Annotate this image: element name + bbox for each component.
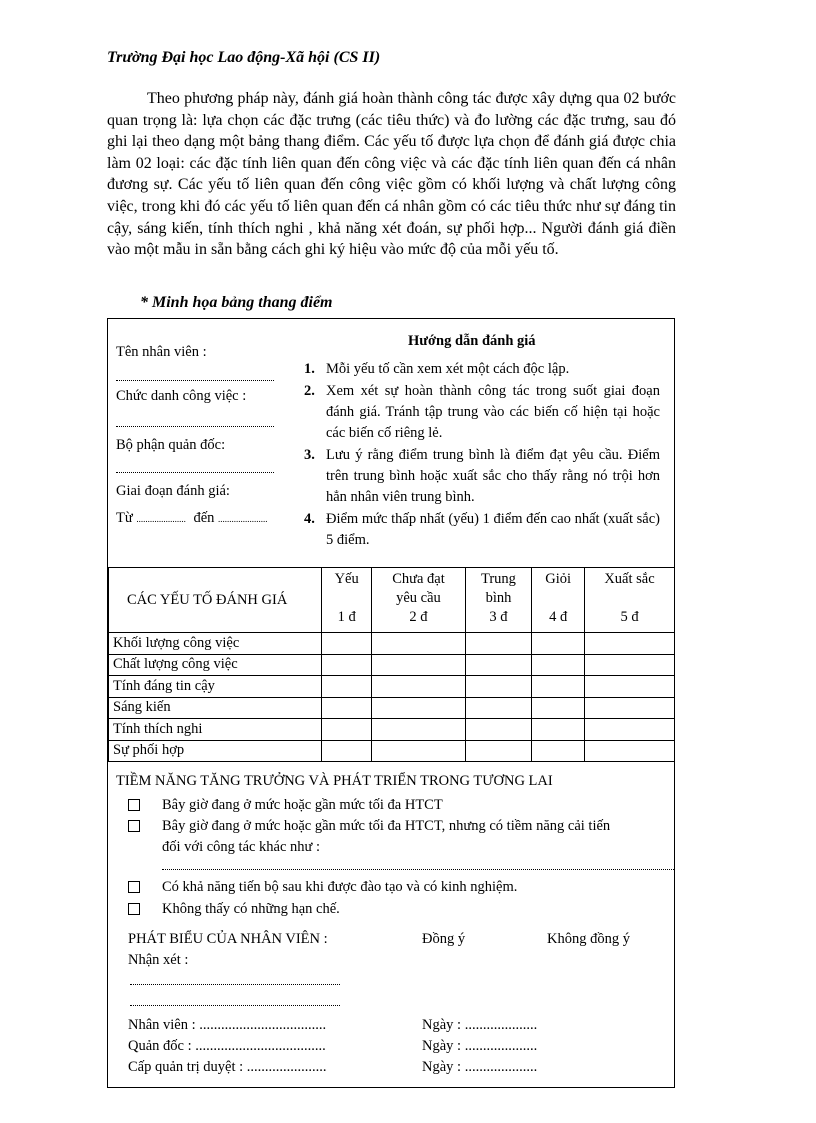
future-title: TIỀM NĂNG TĂNG TRƯỞNG VÀ PHÁT TRIỂN TRONG TƯƠNG LAI <box>116 773 553 789</box>
approver-sign: Cấp quản trị duyệt : ...................... <box>128 1059 327 1075</box>
criteria-label: Khối lượng công việc <box>109 633 322 655</box>
criteria-label: Chất lượng công việc <box>109 654 322 676</box>
criteria-row <box>109 654 675 676</box>
employee-info-section <box>108 319 674 567</box>
future-option <box>128 816 648 837</box>
criteria-row <box>109 719 675 741</box>
level-header: Yếu 1 đ <box>322 568 372 633</box>
disagree-option[interactable]: Không đồng ý <box>547 931 630 947</box>
guide-title: Hướng dẫn đánh giá <box>408 333 536 349</box>
score-cell[interactable] <box>322 740 372 762</box>
level-header: Xuất sắc 5 đ <box>585 568 675 633</box>
criteria-table <box>108 567 675 762</box>
future-option <box>128 877 648 898</box>
score-cell[interactable] <box>585 719 675 741</box>
option-label: đối với công tác khác như : <box>162 839 321 855</box>
score-cell[interactable] <box>532 676 585 698</box>
score-cell[interactable] <box>532 719 585 741</box>
score-cell[interactable] <box>585 676 675 698</box>
score-cell[interactable] <box>322 633 372 655</box>
employee-name-label: Tên nhân viên : <box>116 344 207 360</box>
checkbox[interactable] <box>128 799 140 811</box>
criteria-row <box>109 740 675 762</box>
comment-line[interactable] <box>130 984 340 985</box>
checkbox[interactable] <box>128 903 140 915</box>
to-field[interactable]: ...................... <box>218 514 268 524</box>
criteria-header-row <box>109 568 675 633</box>
manager-sign-field[interactable]: .................................... <box>195 1038 326 1054</box>
criteria-row <box>109 697 675 719</box>
guide-item: 3. Lưu ý rằng điểm trung bình là điểm đạt yêu cầu. Điểm trên trung bình hoặc xuất sắc cho thấy rằng nó trội hơn hẳn nhân viên trung bình. <box>304 447 660 505</box>
comment-label: Nhận xét : <box>128 952 189 968</box>
criteria-row <box>109 676 675 698</box>
checkbox[interactable] <box>128 820 140 832</box>
period-range <box>116 510 268 527</box>
level-header: Giỏi 4 đ <box>532 568 585 633</box>
from-label: Từ <box>116 510 133 526</box>
guide-item: 4. Điểm mức thấp nhất (yếu) 1 điểm đến cao nhất (xuất sắc) 5 điểm. <box>304 511 660 548</box>
score-cell[interactable] <box>532 633 585 655</box>
job-title-label: Chức danh công việc : <box>116 388 247 404</box>
statement-title: PHÁT BIỂU CỦA NHÂN VIÊN : <box>128 931 328 947</box>
option-label: Có khả năng tiến bộ sau khi được đào tạo và có kinh nghiệm. <box>162 879 518 895</box>
approver-sign-field[interactable]: ...................... <box>246 1059 327 1075</box>
from-field[interactable]: ...................... <box>136 514 186 524</box>
school-header: Trường Đại học Lao động-Xã hội (CS II) <box>107 49 381 66</box>
guide-list <box>304 359 660 552</box>
score-cell[interactable] <box>372 719 465 741</box>
job-title-field[interactable] <box>116 426 274 427</box>
score-cell[interactable] <box>465 654 532 676</box>
score-cell[interactable] <box>372 740 465 762</box>
option-label: Không thấy có những hạn chế. <box>162 901 340 917</box>
criteria-label: Sự phối hợp <box>109 740 322 762</box>
score-cell[interactable] <box>465 633 532 655</box>
evaluation-form <box>107 318 675 1088</box>
employee-date: Ngày : .................... <box>422 1017 538 1033</box>
criteria-label: Tính thích nghi <box>109 719 322 741</box>
score-cell[interactable] <box>372 697 465 719</box>
level-header: Chưa đạt yêu cầu 2 đ <box>372 568 465 633</box>
criteria-label: Tính đáng tin cậy <box>109 676 322 698</box>
approver-date-field[interactable]: .................... <box>464 1059 538 1075</box>
criteria-heading: CÁC YẾU TỐ ĐÁNH GIÁ <box>109 568 322 633</box>
period-label: Giai đoạn đánh giá: <box>116 483 230 499</box>
score-cell[interactable] <box>465 676 532 698</box>
approver-date: Ngày : .................... <box>422 1059 538 1075</box>
intro-paragraph: Theo phương pháp này, đánh giá hoàn thành công tác được xây dựng qua 02 bước quan trọng là: lựa chọn các đặc trưng (các tiêu thức) và đo lường các đặc trưng, sau đó ghi lại theo dạng một bảng thang điểm. Các yếu tố được lựa chọn để đánh giá được chia làm 02 loại: các đặc tính liên quan đến công việc và các đặc tính liên quan đến cá nhân đương sự. Các yếu tố liên quan đến công việc gồm có khối lượng và chất lượng công việc, trong khi đó các yếu tố liên quan đến cá nhân gồm có các tiêu thức như sự đáng tin cậy, sáng kiến, tính thích nghi , khả năng xét đoán, sự phối hợp... Người đánh giá điền vào một mẫu in sẵn bằng cách ghi ký hiệu vào mức độ của mỗi yếu tố. <box>107 90 676 259</box>
future-option <box>128 899 648 920</box>
manager-date-field[interactable]: .................... <box>464 1038 538 1054</box>
score-cell[interactable] <box>372 633 465 655</box>
department-field[interactable] <box>116 472 274 473</box>
employee-sign: Nhân viên : ................................... <box>128 1017 327 1033</box>
guide-item: 1. Mỗi yếu tố cần xem xét một cách độc lập. <box>304 361 570 377</box>
to-label: đến <box>193 510 215 526</box>
future-option <box>128 795 648 816</box>
score-cell[interactable] <box>585 633 675 655</box>
score-cell[interactable] <box>585 740 675 762</box>
checkbox[interactable] <box>128 881 140 893</box>
score-cell[interactable] <box>532 654 585 676</box>
score-cell[interactable] <box>372 676 465 698</box>
score-cell[interactable] <box>585 654 675 676</box>
criteria-row <box>109 633 675 655</box>
score-cell[interactable] <box>322 719 372 741</box>
level-header: Trung bình 3 đ <box>465 568 532 633</box>
score-cell[interactable] <box>322 697 372 719</box>
option-label: Bây giờ đang ở mức hoặc gần mức tối đa HTCT <box>162 797 443 813</box>
score-cell[interactable] <box>322 676 372 698</box>
manager-date: Ngày : .................... <box>422 1038 538 1054</box>
score-cell[interactable] <box>322 654 372 676</box>
comment-line[interactable] <box>130 1005 340 1006</box>
criteria-label: Sáng kiến <box>109 697 322 719</box>
employee-sign-field[interactable]: ................................... <box>199 1017 327 1033</box>
score-cell[interactable] <box>465 697 532 719</box>
option-label: Bây giờ đang ở mức hoặc gần mức tối đa HTCT, nhưng có tiềm năng cải tiến <box>162 818 611 834</box>
score-cell[interactable] <box>372 654 465 676</box>
agree-option[interactable]: Đồng ý <box>422 931 466 947</box>
guide-item: 2. Xem xét sự hoàn thành công tác trong suốt giai đoạn đánh giá. Tránh tập trung vào các biến cố hiện tại hoặc các biến cố riêng lẻ. <box>304 383 660 441</box>
manager-sign: Quản đốc : .................................... <box>128 1038 326 1054</box>
figure-caption: * Minh họa bảng thang điểm <box>140 294 333 311</box>
score-cell[interactable] <box>532 697 585 719</box>
other-work-field[interactable] <box>162 869 674 870</box>
employee-name-field[interactable] <box>116 380 274 381</box>
score-cell[interactable] <box>465 740 532 762</box>
employee-date-field[interactable]: .................... <box>464 1017 538 1033</box>
score-cell[interactable] <box>585 697 675 719</box>
score-cell[interactable] <box>465 719 532 741</box>
department-label: Bộ phận quản đốc: <box>116 437 226 453</box>
score-cell[interactable] <box>532 740 585 762</box>
